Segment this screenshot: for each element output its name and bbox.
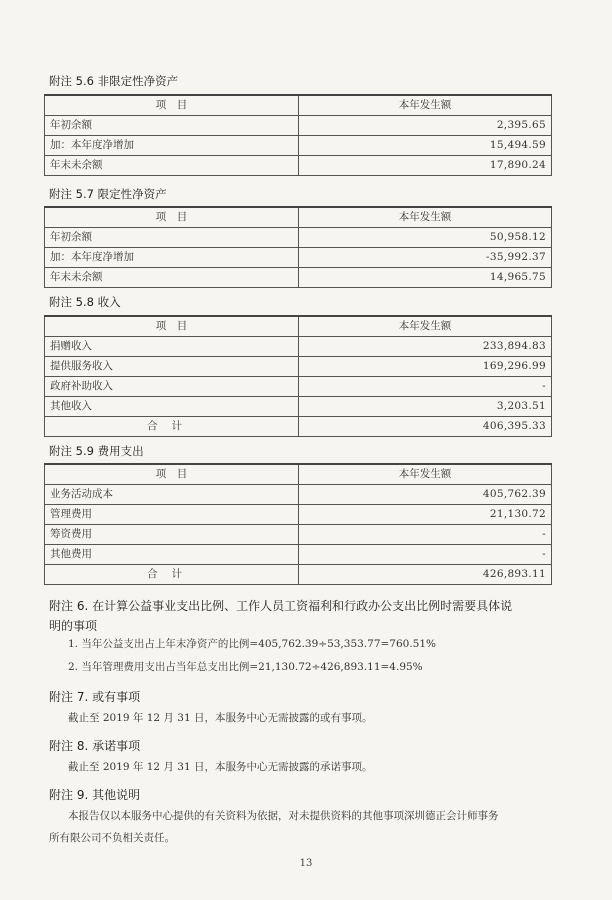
income-table	[44, 315, 552, 437]
note-7-text: 截止至 2019 年 12 月 31 日，本服务中心无需披露的或有事项。	[68, 712, 373, 724]
row-label: 筹资费用	[45, 525, 299, 545]
table-row	[45, 525, 552, 545]
row-value: 233,894.83	[299, 337, 552, 357]
row-label: 其他收入	[45, 397, 299, 417]
note-6-title-line1: 附注 6. 在计算公益事业支出比例、工作人员工资福利和行政办公支出比例时需要具体说	[49, 599, 513, 613]
table-row	[45, 136, 552, 156]
row-value: 14,965.75	[299, 268, 552, 288]
row-label: 年初余额	[45, 116, 299, 136]
note-5-6-title: 附注 5.6 非限定性净资产	[49, 74, 179, 88]
note-8-text: 截止至 2019 年 12 月 31 日，本服务中心无需披露的承诺事项。	[68, 761, 373, 773]
row-value: -35,992.37	[299, 248, 552, 268]
note-6-item-1: 1. 当年公益支出占上年末净资产的比例=405,762.39÷53,353.77=760.51%	[68, 638, 437, 650]
row-value: -	[299, 545, 552, 565]
table-row	[45, 397, 552, 417]
row-label: 业务活动成本	[45, 485, 299, 505]
col-amount-header: 本年发生额	[299, 207, 552, 228]
col-amount-header: 本年发生额	[299, 316, 552, 337]
table-row	[45, 545, 552, 565]
row-value: 50,958.12	[299, 228, 552, 248]
col-item-header: 项 目	[45, 316, 299, 337]
row-value: 21,130.72	[299, 505, 552, 525]
row-value: 405,762.39	[299, 485, 552, 505]
note-5-9-title: 附注 5.9 费用支出	[49, 444, 144, 458]
note-7-title: 附注 7. 或有事项	[49, 690, 141, 704]
table-row	[45, 156, 552, 176]
table-row	[45, 505, 552, 525]
note-6-title-line2: 明的事项	[49, 619, 98, 633]
note-9-title: 附注 9. 其他说明	[49, 788, 141, 802]
table-total-row	[45, 565, 552, 585]
total-label: 合计	[45, 417, 299, 437]
table-row	[45, 116, 552, 136]
col-item-header: 项 目	[45, 95, 299, 116]
col-item-header: 项 目	[45, 464, 299, 485]
col-item-header: 项 目	[45, 207, 299, 228]
table-row	[45, 228, 552, 248]
note-6-item-2: 2. 当年管理费用支出占当年总支出比例=21,130.72÷426,893.11=4.95%	[68, 661, 423, 673]
note-5-8-title: 附注 5.8 收入	[49, 295, 121, 309]
row-label: 年初余额	[45, 228, 299, 248]
table-row	[45, 377, 552, 397]
note-8-title: 附注 8. 承诺事项	[49, 739, 141, 753]
col-amount-header: 本年发生额	[299, 464, 552, 485]
row-value: 169,296.99	[299, 357, 552, 377]
note-5-7-title: 附注 5.7 限定性净资产	[49, 187, 167, 201]
table-total-row	[45, 417, 552, 437]
note-9-line-1: 本报告仅以本服务中心提供的有关资料为依据，对未提供资料的其他事项深圳德正会计师事务	[68, 810, 499, 822]
table-row	[45, 485, 552, 505]
row-value: -	[299, 377, 552, 397]
non-restricted-net-assets-table	[44, 94, 552, 176]
row-value: 3,203.51	[299, 397, 552, 417]
row-label: 加：本年度净增加	[45, 136, 299, 156]
expenses-table	[44, 463, 552, 585]
row-label: 政府补助收入	[45, 377, 299, 397]
row-value: 2,395.65	[299, 116, 552, 136]
row-label: 加：本年度净增加	[45, 248, 299, 268]
row-value: -	[299, 525, 552, 545]
row-label: 年末未余额	[45, 156, 299, 176]
page-number: 13	[299, 858, 313, 869]
total-value: 426,893.11	[299, 565, 552, 585]
table-header-row	[45, 316, 552, 337]
row-label: 提供服务收入	[45, 357, 299, 377]
row-value: 17,890.24	[299, 156, 552, 176]
table-row	[45, 248, 552, 268]
table-row	[45, 337, 552, 357]
table-header-row	[45, 207, 552, 228]
col-amount-header: 本年发生额	[299, 95, 552, 116]
row-label: 管理费用	[45, 505, 299, 525]
table-header-row	[45, 464, 552, 485]
table-row	[45, 357, 552, 377]
row-label: 捐赠收入	[45, 337, 299, 357]
note-9-line-2: 所有限公司不负相关责任。	[49, 832, 175, 844]
row-label: 年末未余额	[45, 268, 299, 288]
restricted-net-assets-table	[44, 206, 552, 288]
row-value: 15,494.59	[299, 136, 552, 156]
row-label: 其他费用	[45, 545, 299, 565]
total-value: 406,395.33	[299, 417, 552, 437]
table-header-row	[45, 95, 552, 116]
total-label: 合计	[45, 565, 299, 585]
table-row	[45, 268, 552, 288]
